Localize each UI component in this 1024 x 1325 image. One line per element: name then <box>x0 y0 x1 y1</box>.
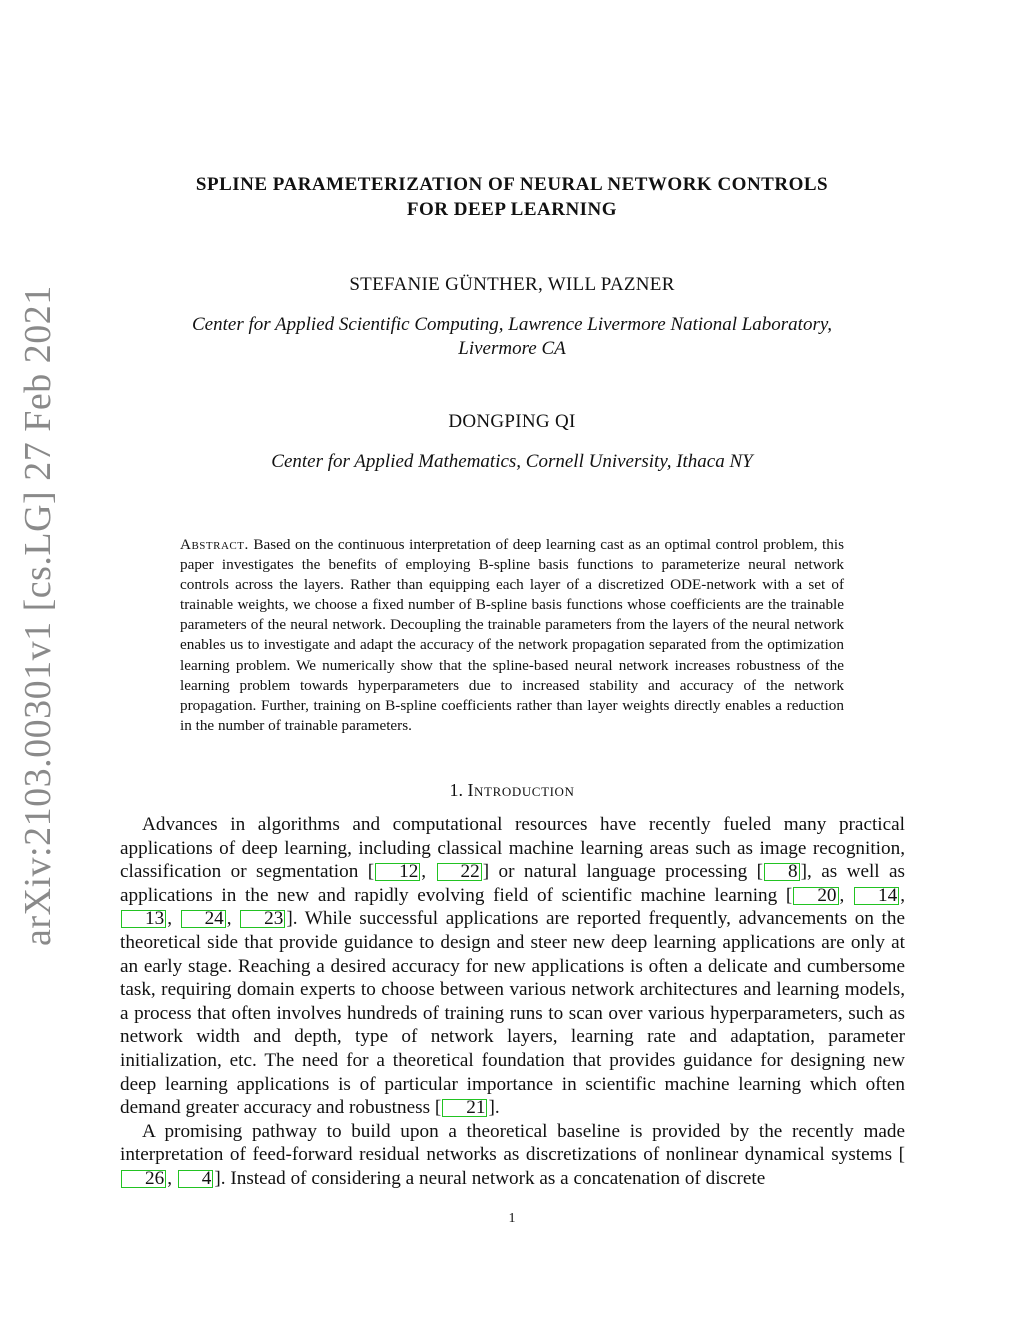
affiliation-1-line-1: Center for Applied Scientific Computing, Lawrence Livermore National Laboratory, <box>192 314 832 335</box>
text-run: , <box>226 908 240 930</box>
author-group-2: DONGPING QI <box>448 411 576 432</box>
abstract <box>180 535 844 736</box>
text-run: ]. <box>488 1097 500 1119</box>
text-run: A promising pathway to build upon a theoretical baseline is provided by the recently made interpretation of feed-forward residual networks as discretizations of nonlinear dynamical systems [ <box>120 1120 905 1166</box>
abstract-label: Abstract. <box>180 536 249 553</box>
introduction-body <box>120 813 905 1191</box>
affiliation-2: Center for Applied Mathematics, Cornell University, Ithaca NY <box>271 451 753 472</box>
text-run: , <box>421 861 436 883</box>
text-run: ], as well as applications in the new and rapidly evolving field of scientific machine learning [ <box>120 861 906 906</box>
citation-link[interactable]: 20 <box>793 887 838 905</box>
text-run: , <box>900 884 905 906</box>
citation-link[interactable]: 26 <box>121 1170 166 1188</box>
section-heading-introduction <box>120 779 904 801</box>
citation-link[interactable]: 12 <box>375 863 420 881</box>
citation-link[interactable]: 14 <box>854 887 899 905</box>
title-line-2: FOR DEEP LEARNING <box>406 199 618 220</box>
affiliation-1-line-2: Livermore CA <box>458 338 566 359</box>
citation-link[interactable]: 8 <box>764 863 800 881</box>
text-run: , <box>167 908 180 930</box>
text-run: , <box>839 884 854 906</box>
paragraph-1 <box>120 813 905 1120</box>
citation-link[interactable]: 23 <box>240 910 285 928</box>
citation-link[interactable]: 4 <box>178 1170 214 1188</box>
affiliation-1 <box>120 313 904 361</box>
text-run: , <box>167 1167 177 1189</box>
citation-link[interactable]: 24 <box>181 910 226 928</box>
section-title: Introduction <box>467 780 575 800</box>
arxiv-identifier-stamp: arXiv:2103.00301v1 [cs.LG] 27 Feb 2021 <box>17 285 59 946</box>
paragraph-2 <box>120 1120 905 1191</box>
text-run: ]. Instead of considering a neural network as a concatenation of discrete <box>214 1167 766 1189</box>
author-group-1: STEFANIE GÜNTHER, WILL PAZNER <box>349 274 675 295</box>
paper-title <box>120 172 904 222</box>
text-run: Advances in algorithms and computational resources have recently fueled many practical applications of deep learning, including classical machine learning areas such as image recognition, classification or segmentation [ <box>120 814 905 883</box>
citation-link[interactable]: 21 <box>442 1099 487 1117</box>
citation-link[interactable]: 22 <box>437 863 482 881</box>
text-run: ]. While successful applications are reported frequently, advancements on the theoretical side that provide guidance to design and steer new deep learning applications are only at an early stage. Reaching a desired accuracy for new applications is often a delicate and cumbersome task, requiring domain experts to choose between various network architectures and learning models, a process that often involves hundreds of training runs to scan over various hyperparameters, such as network width and depth, type of network layers, learning rate and adaptation, parameter initialization, etc. The need for a theoretical foundation that provides guidance for designing new deep learning applications is of particular importance in scientific machine learning which often demand greater accuracy and robustness [ <box>120 908 905 1119</box>
section-number: 1. <box>449 780 463 800</box>
page-number: 1 <box>508 1211 516 1226</box>
citation-link[interactable]: 13 <box>121 910 166 928</box>
abstract-text: Based on the continuous interpretation of deep learning cast as an optimal control problem, this paper investigates the benefits of employing B-spline basis functions to parameterize neural network controls across the layers. Rather than equipping each layer of a discretized ODE-network with a set of trainable weights, we choose a fixed number of B-spline basis functions whose coefficients are the trainable parameters of the neural network. Decoupling the trainable parameters from the layers of the neural network enables us to investigate and adapt the accuracy of the network propagation separated from the optimization learning problem. We numerically show that the spline-based neural network increases robustness of the learning problem towards hyperparameters due to increased stability and accuracy of the network propagation. Further, training on B-spline coefficients rather than layer weights directly enables a reduction in the number of trainable parameters. <box>180 536 844 734</box>
title-line-1: SPLINE PARAMETERIZATION OF NEURAL NETWORK CONTROLS <box>195 174 829 195</box>
text-run: ] or natural language processing [ <box>482 861 764 883</box>
